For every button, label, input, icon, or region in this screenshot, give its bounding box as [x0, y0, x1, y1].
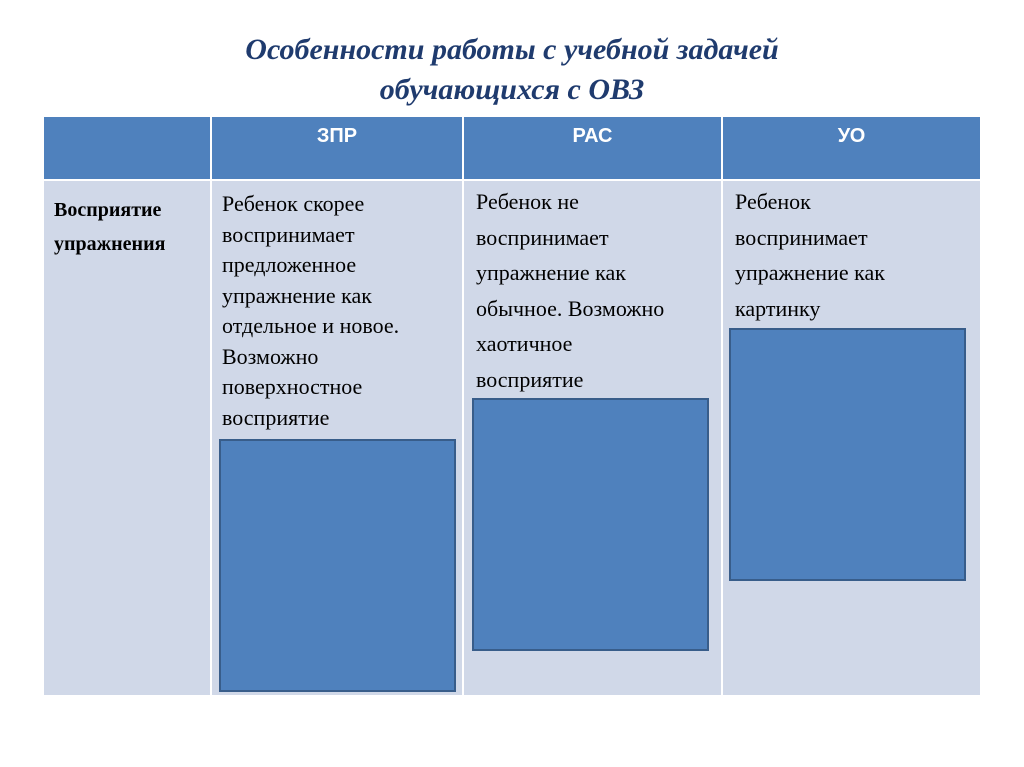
row-label-cell [44, 181, 210, 695]
header-cell-uo [723, 117, 980, 179]
slide-title-line2: обучающихся с ОВЗ [379, 73, 645, 106]
cell-uo-text: Ребенок воспринимает упражнение как картинку [735, 189, 885, 321]
header-cell-empty [44, 117, 210, 179]
header-ras-label: РАС [572, 125, 613, 147]
header-cell-zpr [212, 117, 462, 179]
cell-zpr-text: Ребенок скорее воспринимает предложенное упражнение как отдельное и новое. Возможно поверхностное восприятие [222, 191, 400, 430]
placeholder-box-zpr [219, 439, 456, 692]
header-zpr-label: ЗПР [316, 125, 358, 147]
slide-title-line1: Особенности работы с учебной задачей [245, 33, 779, 66]
row-label: Восприятие упражнения [54, 199, 166, 255]
placeholder-box-uo [729, 328, 966, 581]
slide-title [0, 30, 1024, 110]
header-uo-label: УО [837, 125, 866, 147]
placeholder-box-ras [472, 398, 709, 651]
cell-ras-text: Ребенок не воспринимает упражнение как обычное. Возможно хаотичное восприятие [476, 189, 665, 392]
header-cell-ras [464, 117, 721, 179]
